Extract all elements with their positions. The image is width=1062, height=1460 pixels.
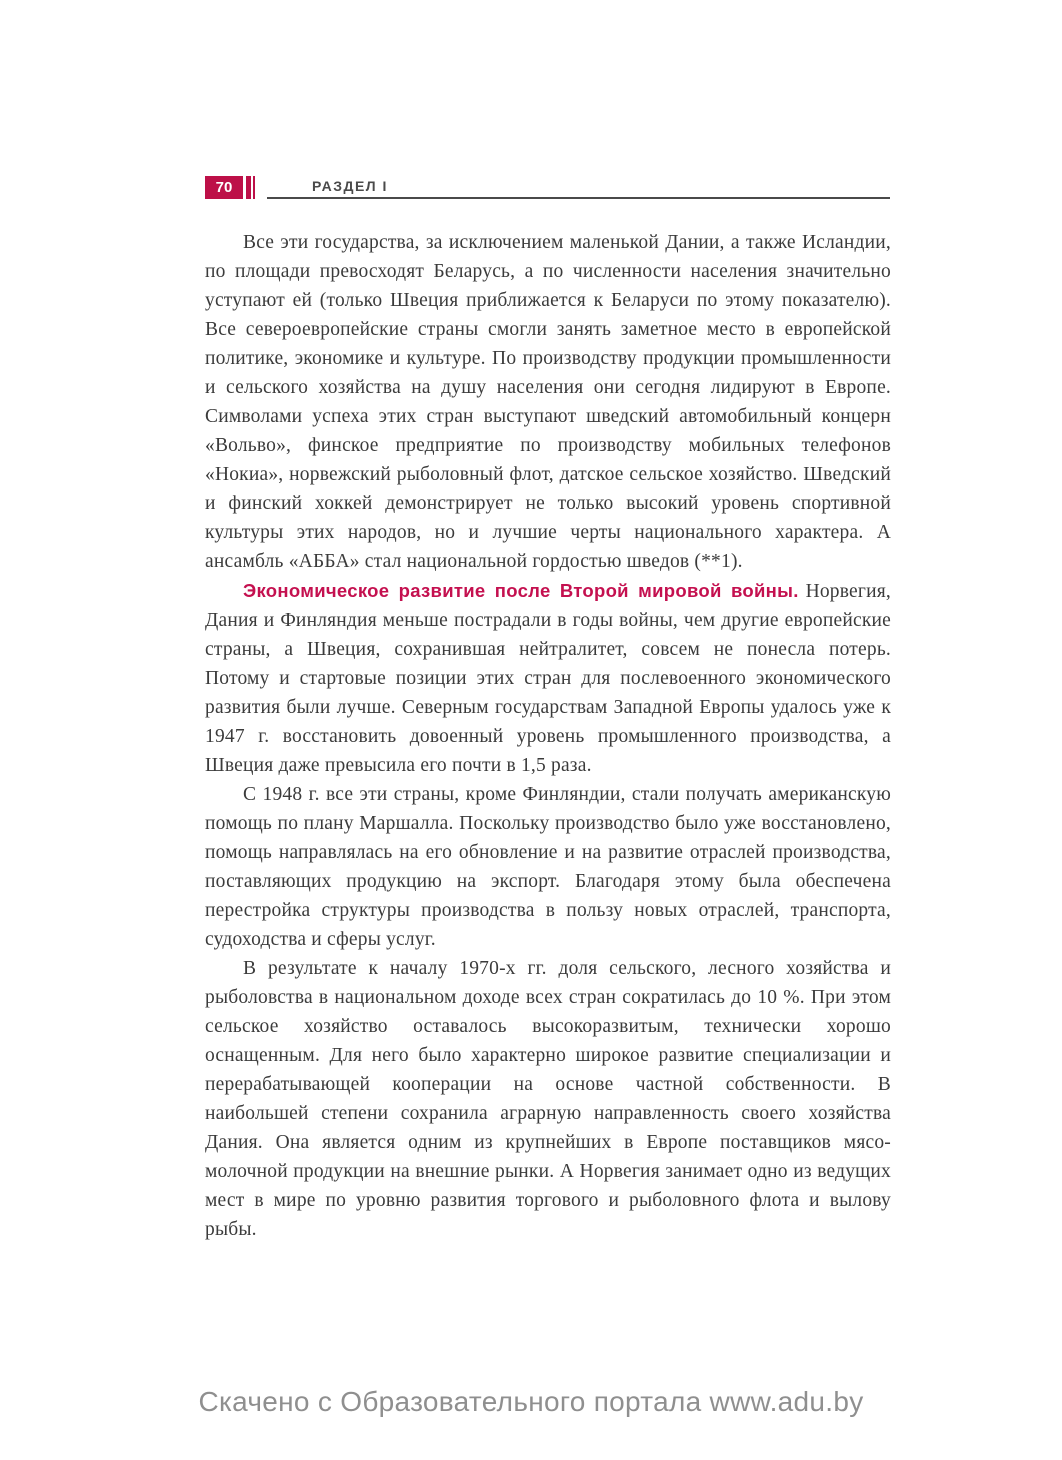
paragraph-4-text: В результате к началу 1970-х гг. доля сельского, лесного хозяйства и рыболовства в национальном доходе всех стран сократилась до 10 %. При этом сельское хозяйство оставалось высокоразвитым, технически хорошо оснащенным. Для него было характерно широкое развитие специализации и перерабатывающей кооперации на основе частной собственности. В наибольшей степени сохранила аграрную направленность своего хозяйства Дания. Она является одним из крупнейших в Европе поставщиков мясо-молочной продукции на внешние рынки. А Норвегия занимает одно из ведущих мест в мире по уровню развития торгового и рыболовного флота и вылову рыбы.	[205, 958, 891, 1240]
badge-bar-thin-icon	[253, 176, 255, 199]
badge-bar-icon	[246, 176, 251, 199]
paragraph-2	[205, 576, 891, 780]
section-title: РАЗДЕЛ I	[312, 177, 388, 194]
watermark: Скачено с Образовательного портала www.adu.by	[198, 1386, 864, 1417]
header-rule	[267, 176, 890, 199]
paragraph-1	[205, 228, 891, 576]
page-number: 70	[215, 179, 233, 196]
paragraph-3	[205, 780, 891, 954]
page-header	[205, 176, 890, 199]
paragraph-2-text: Норвегия, Дания и Финляндия меньше пострадали в годы войны, чем другие европейские страны, а Швеция, сохранившая нейтралитет, совсем не понесла потерь. Потому и стартовые позиции этих стран для послевоенного экономического развития были лучше. Северным государствам Западной Европы удалось уже к 1947 г. восстановить довоенный уровень промышленного производства, а Швеция даже превысила его почти в 1,5 раза.	[205, 581, 891, 776]
body-text	[205, 228, 891, 1244]
paragraph-1-text: Все эти государства, за исключением маленькой Дании, а также Исландии, по площади превосходят Беларусь, а по численности населения значительно уступают ей (только Швеция приближается к Беларуси по этому показателю). Все североевропейские страны смогли занять заметное место в европейской политике, экономике и культуре. По производству продукции промышленности и сельского хозяйства на душу населения они сегодня лидируют в Европе. Символами успеха этих стран выступают шведский автомобильный концерн «Вольво», финское предприятие по производству мобильных телефонов «Нокиа», норвежский рыболовный флот, датское сельское хозяйство. Шведский и финский хоккей демонстрирует не только высокий уровень спортивной культуры этих народов, но и лучшие черты национального характера. А ансамбль «АББА» стал национальной гордостью шведов (**1).	[205, 232, 891, 572]
paragraph-4	[205, 954, 891, 1244]
inline-heading: Экономическое развитие после Второй мировой войны.	[243, 580, 799, 601]
paragraph-3-text: С 1948 г. все эти страны, кроме Финляндии, стали получать американскую помощь по плану Маршалла. Поскольку производство было уже восстановлено, помощь направлялась на его обновление и на развитие отраслей производства, поставляющих продукцию на экспорт. Благодаря этому была обеспечена перестройка структуры производства в пользу новых отраслей, транспорта, судоходства и сферы услуг.	[205, 784, 891, 950]
page-number-badge	[205, 176, 243, 199]
